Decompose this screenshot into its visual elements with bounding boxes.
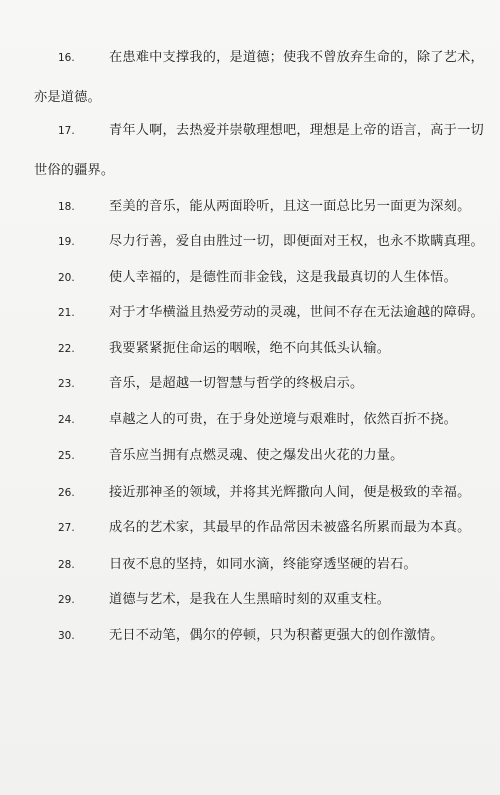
entry-number: 25. [58,450,75,462]
entry-text: 道德与艺术，是我在人生黑暗时刻的双重支柱。 [109,592,391,607]
entry-text: 日夜不息的坚持，如同水滴，终能穿透坚硬的岩石。 [109,557,417,572]
entry-text: 使人幸福的，是德性而非金钱，这是我最真切的人生体悟。 [109,270,458,285]
entry-text: 我要紧紧扼住命运的咽喉，绝不向其低头认输。 [109,341,391,356]
entry-text: 成名的艺术家，其最早的作品常因未被盛名所累而最为本真。 [109,520,471,535]
entry-text-continuation: 亦是道德。 [34,90,101,105]
entry-text: 接近那神圣的领域，并将其光辉撒向人间，便是极致的幸福。 [109,485,471,500]
entry-text: 尽力行善，爱自由胜过一切，即便面对王权，也永不欺瞒真理。 [109,234,484,249]
entry-text: 卓越之人的可贵，在于身处逆境与艰难时，依然百折不挠。 [109,412,458,427]
entry-number: 18. [58,201,75,213]
entry-text: 在患难中支撑我的，是道德；使我不曾放弃生命的，除了艺术， [109,50,484,65]
entry-text: 无日不动笔，偶尔的停顿，只为积蓄更强大的创作激情。 [109,628,444,643]
entry-text: 至美的音乐，能从两面聆听，且这一面总比另一面更为深刻。 [109,199,471,214]
entry-text: 音乐，是超越一切智慧与哲学的终极启示。 [109,376,364,391]
entry-number: 30. [58,630,75,642]
entry-number: 29. [58,594,75,606]
entry-text-continuation: 世俗的疆界。 [34,163,115,178]
entry-number: 28. [58,559,75,571]
entry-number: 26. [58,487,75,499]
entry-number: 21. [58,307,75,319]
entry-number: 20. [58,272,75,284]
entry-text: 对于才华横溢且热爱劳动的灵魂，世间不存在无法逾越的障碍。 [109,305,484,320]
entry-number: 16. [58,52,75,64]
entry-number: 17. [58,125,75,137]
entry-text: 音乐应当拥有点燃灵魂、使之爆发出火花的力量。 [109,448,404,463]
entry-number: 27. [58,522,75,534]
entry-number: 19. [58,236,75,248]
entry-number: 24. [58,414,75,426]
entry-number: 22. [58,343,75,355]
entry-text: 青年人啊，去热爱并崇敬理想吧，理想是上帝的语言，高于一切 [109,123,484,138]
entry-number: 23. [58,378,75,390]
